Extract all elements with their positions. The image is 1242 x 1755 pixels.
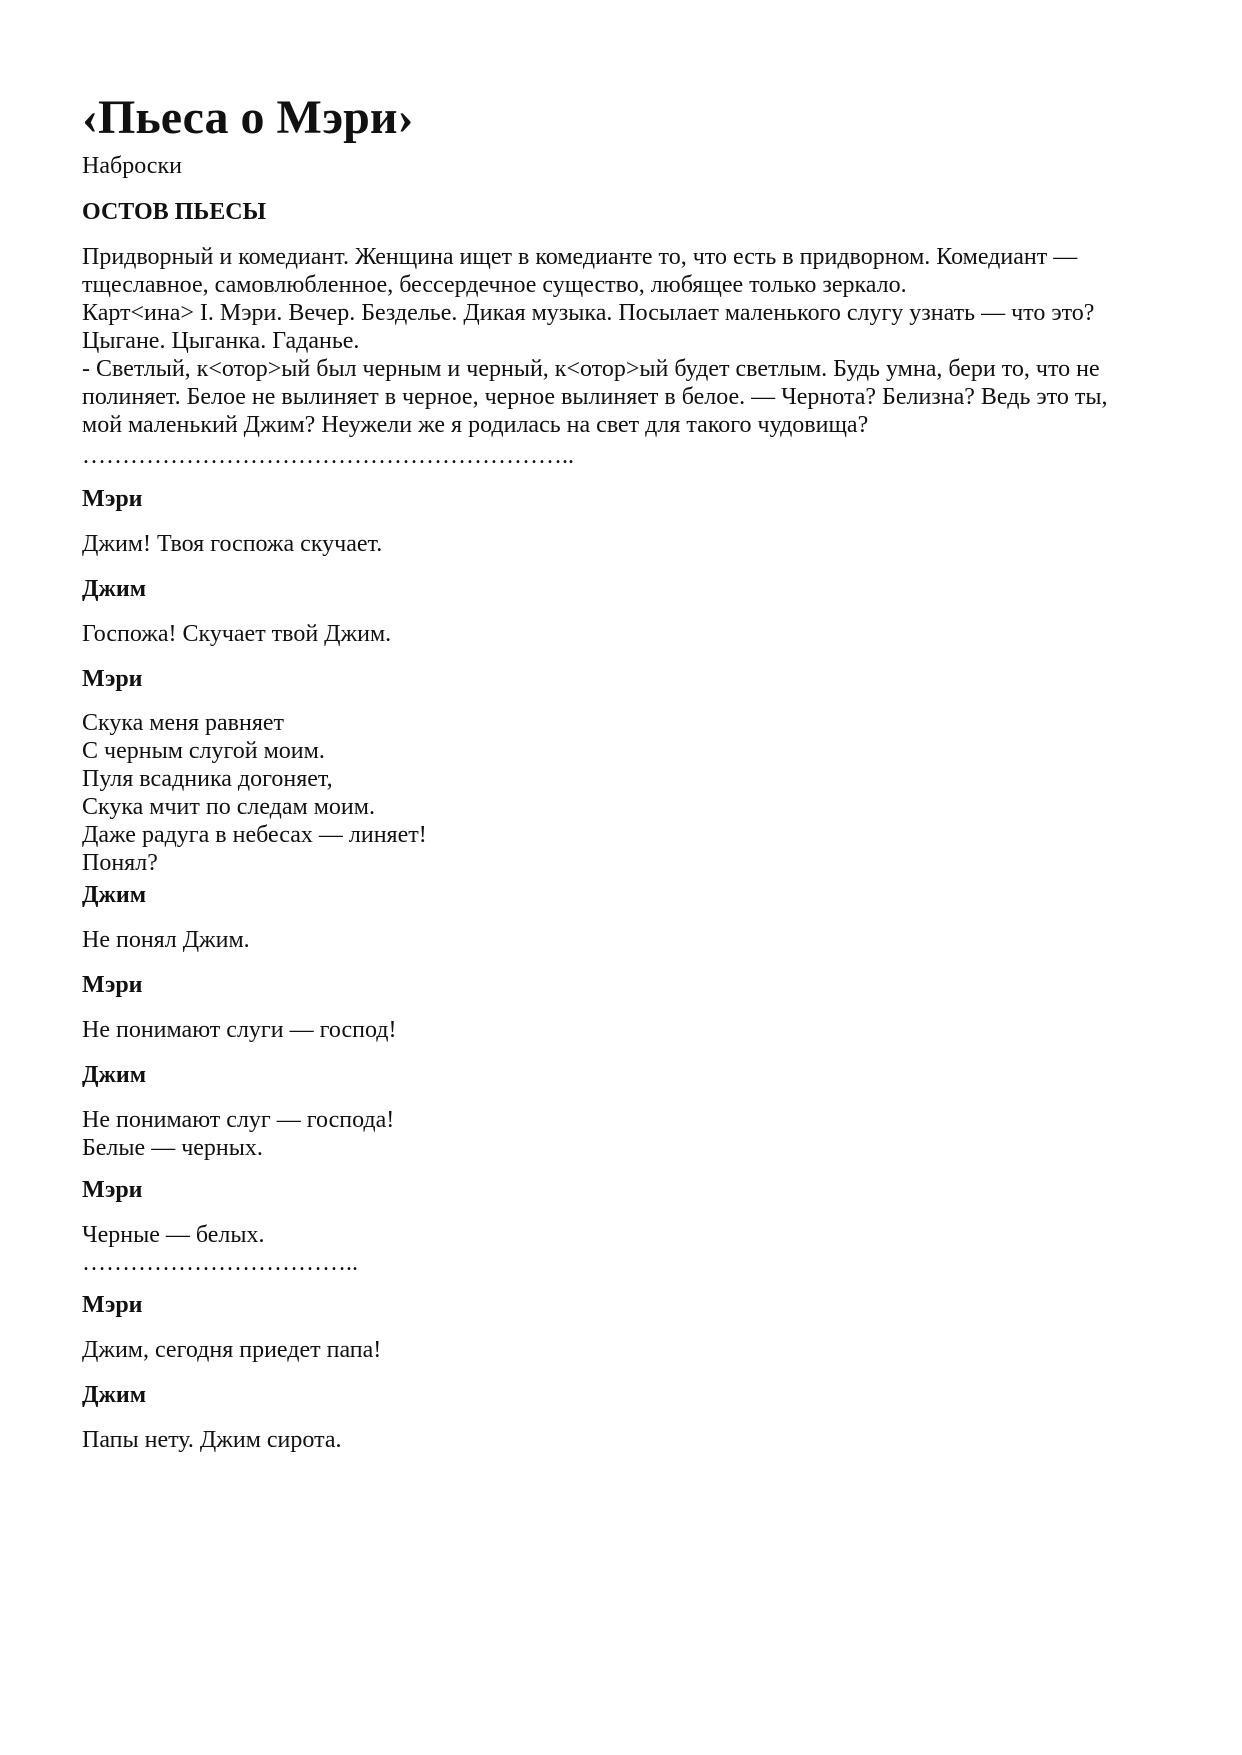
speaker-name: Мэри bbox=[82, 666, 143, 692]
speech-line: Госпожа! Скучает твой Джим. bbox=[82, 621, 392, 647]
speech-line: С черным слугой моим. bbox=[82, 738, 325, 764]
speech bbox=[82, 1106, 394, 1162]
speaker-name: Джим bbox=[82, 576, 147, 602]
speech-line: Не понял Джим. bbox=[82, 927, 250, 953]
speech-line: Понял? bbox=[82, 850, 158, 876]
speech-line: Даже радуга в небесах — линяет! bbox=[82, 822, 427, 848]
speech-line: Не понимают слуги — господ! bbox=[82, 1017, 397, 1043]
speech-line: Не понимают слуг — господа! bbox=[82, 1107, 395, 1133]
speaker-name: Джим bbox=[82, 1062, 147, 1088]
outline-line: - Светлый, к<отор>ый был черным и черный, к<отор>ый будет светлым. Будь умна, бери то, что не bbox=[82, 356, 1100, 382]
separator: …………………………….. bbox=[82, 1250, 358, 1276]
speaker-name: Мэри bbox=[82, 1292, 143, 1318]
speech bbox=[82, 620, 391, 648]
speech-line: Джим! Твоя госпожа скучает. bbox=[82, 531, 383, 557]
speech bbox=[82, 1016, 396, 1044]
speech-line: Белые — черных. bbox=[82, 1135, 263, 1161]
speech-line: Черные — белых. bbox=[82, 1222, 265, 1248]
speech bbox=[82, 1336, 381, 1364]
outline-paragraph bbox=[82, 243, 1108, 439]
outline-line: Придворный и комедиант. Женщина ищет в комедианте то, что есть в придворном. Комедиант — bbox=[82, 244, 1078, 270]
speaker-name: Джим bbox=[82, 1382, 147, 1408]
speaker-name: Мэри bbox=[82, 972, 143, 998]
outline-line: Цыгане. Цыганка. Гаданье. bbox=[82, 328, 360, 354]
page-title: ‹Пьеса о Мэри› bbox=[82, 91, 414, 144]
subtitle: Наброски bbox=[82, 153, 182, 179]
speech bbox=[82, 926, 250, 954]
speaker-name: Мэри bbox=[82, 486, 143, 512]
section-heading: ОСТОВ ПЬЕСЫ bbox=[82, 199, 267, 225]
outline-line: тщеславное, самовлюбленное, бессердечное существо, любящее только зеркало. bbox=[82, 272, 907, 298]
speech bbox=[82, 530, 382, 558]
outline-line: мой маленький Джим? Неужели же я родилась на свет для такого чудовища? bbox=[82, 412, 869, 438]
separator: …………………………………………………….. bbox=[82, 443, 574, 469]
speech-line: Папы нету. Джим сирота. bbox=[82, 1427, 342, 1453]
speech-line: Скука меня равняет bbox=[82, 710, 285, 736]
speech bbox=[82, 1221, 358, 1277]
speaker-name: Джим bbox=[82, 882, 147, 908]
speech bbox=[82, 1426, 342, 1454]
speech-line: Скука мчит по следам моим. bbox=[82, 794, 375, 820]
speech-line: Джим, сегодня приедет папа! bbox=[82, 1337, 382, 1363]
outline-line: Карт<ина> I. Мэри. Вечер. Безделье. Дикая музыка. Посылает маленького слугу узнать — что это? bbox=[82, 300, 1095, 326]
outline-line: полиняет. Белое не вылиняет в черное, черное вылиняет в белое. — Чернота? Белизна? Ведь это ты, bbox=[82, 384, 1108, 410]
speaker-name: Мэри bbox=[82, 1177, 143, 1203]
speech-line: Пуля всадника догоняет, bbox=[82, 766, 333, 792]
speech bbox=[82, 709, 427, 877]
